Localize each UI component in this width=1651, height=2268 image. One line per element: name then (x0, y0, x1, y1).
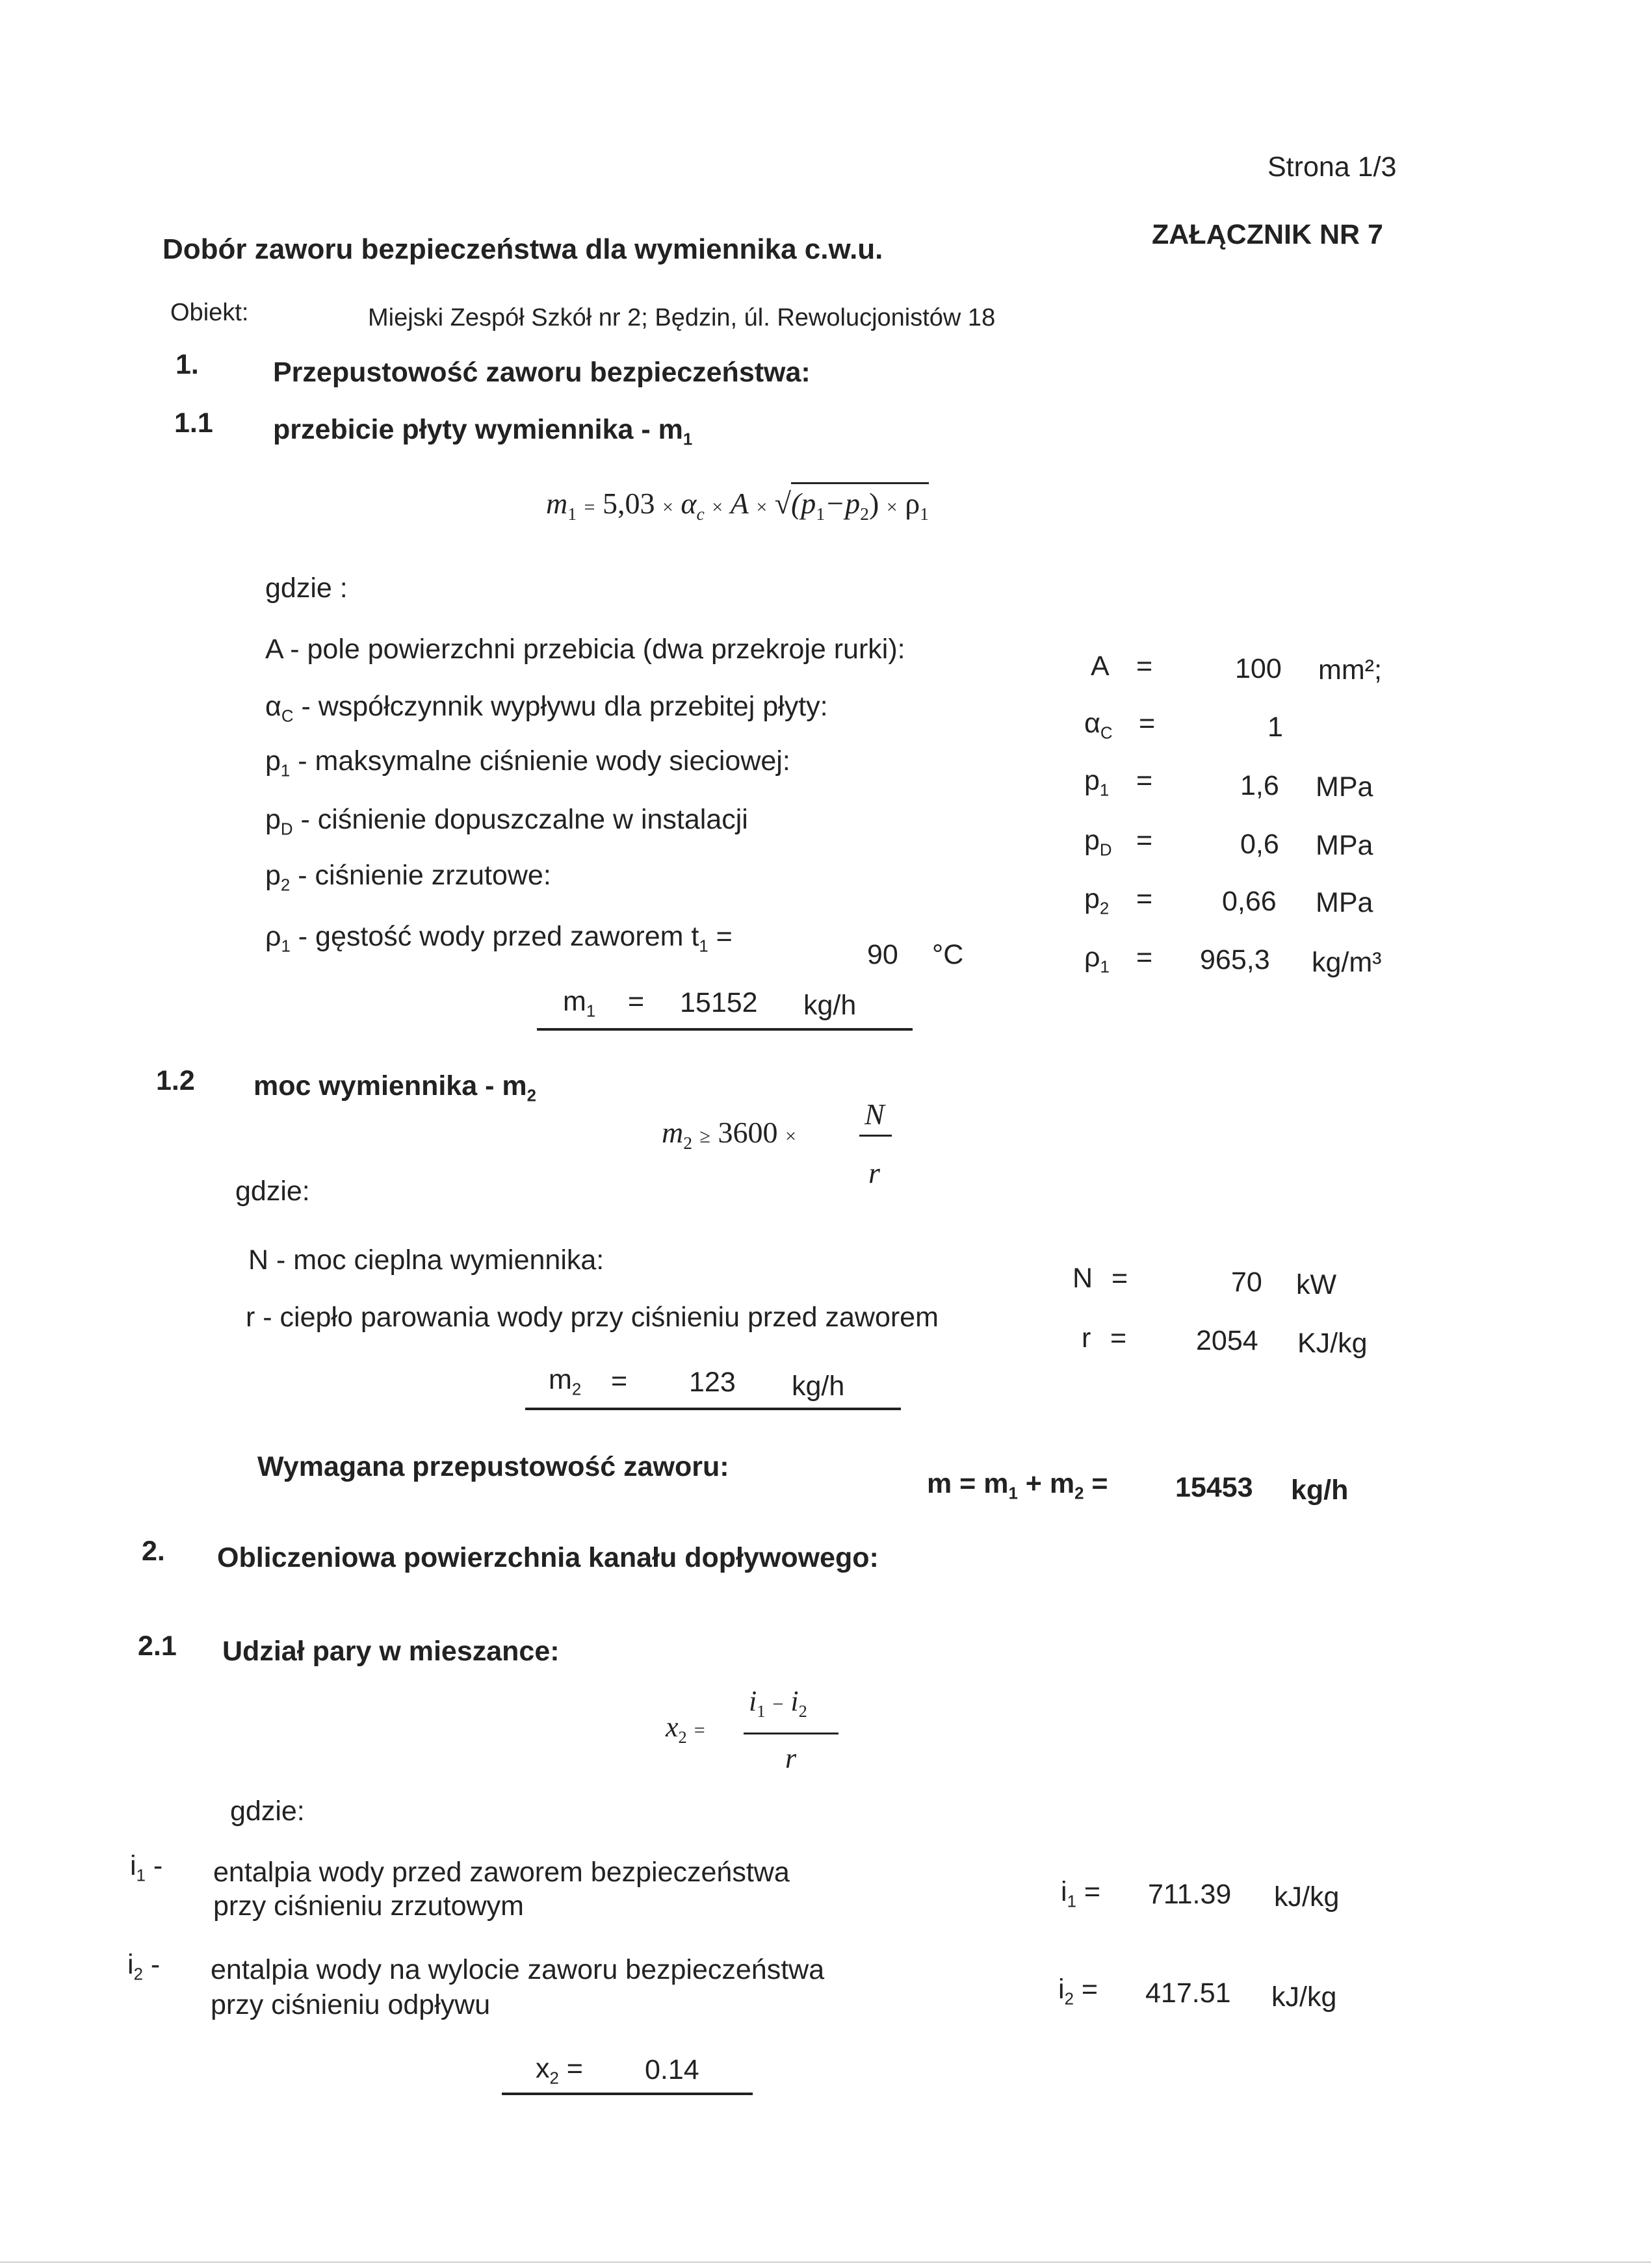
param-eq-p2: = (1136, 883, 1153, 914)
param-sym-p2: $p_2$ (1084, 883, 1110, 918)
where-label-1-1: gdzie : (265, 573, 348, 604)
param-val-A: 100 (1235, 653, 1282, 684)
param-unit-p1: MPa (1316, 771, 1373, 803)
param-unit-rho: kg/m³ (1312, 947, 1382, 978)
page-number: Strona 1/3 (1268, 151, 1397, 183)
result-m1-sym: $m_1$ (563, 986, 596, 1021)
formula-x2-lhs: $x_2$ = (666, 1711, 705, 1747)
param-desc-i1-line1: entalpia wody przed zaworem bezpieczeństwa (213, 1857, 790, 1888)
section-2-number: 2. (142, 1536, 165, 1567)
param-sym-pD: $p_D$ (1084, 825, 1112, 860)
where-label-1-2: gdzie: (235, 1176, 310, 1207)
result-m2-value: 123 (689, 1367, 736, 1398)
param-desc-rho: $\rho_1$ - gęstość wody przed zaworem $t_1$ = (265, 921, 733, 956)
param-unit-pD: MPa (1316, 830, 1373, 861)
result-m1-unit: kg/h (803, 990, 857, 1021)
section-1-title: Przepustowość zaworu bezpieczeństwa: (273, 357, 811, 388)
formula-m2: $m_2 \ge 3600$ × (662, 1116, 796, 1153)
object-label: Obiekt: (170, 299, 249, 326)
param-unit-A: mm²; (1318, 654, 1382, 686)
param-val-rho: 965,3 (1200, 944, 1270, 975)
param-sym-alpha: $\alpha_C$ (1084, 708, 1113, 743)
section-1-number: 1. (176, 349, 199, 380)
section-2-1-number: 2.1 (138, 1630, 177, 1662)
formula-m1: $m_1 = 5,03 \times \alpha_c \times A \times √(p_1-p_2) \times \rho_1$ (546, 489, 929, 523)
attachment-label: ZAŁĄCZNIK NR 7 (1152, 219, 1383, 250)
where-label-2-1: gdzie: (230, 1796, 305, 1827)
param-desc-p2: $p_2$ - ciśnienie zrzutowe: (265, 860, 551, 895)
param-unit-p2: MPa (1316, 887, 1373, 918)
param-sym-i2: $i_2$ = (1058, 1974, 1098, 2009)
param-sym-p1: $p_1$ (1084, 765, 1110, 800)
param-val-i2: 417.51 (1145, 1978, 1231, 2009)
param-label-i2: $i_2$ - (127, 1949, 161, 1984)
param-sym-i1: $i_1$ = (1061, 1876, 1100, 1911)
section-1-1-number: 1.1 (174, 407, 213, 439)
formula-m2-fraction-bar (859, 1135, 892, 1137)
formula-x2-numerator: $i_1 - i_2$ (749, 1685, 807, 1721)
result-m1-eq: = (628, 986, 645, 1017)
param-val-i1: 711.39 (1148, 1879, 1232, 1910)
param-label-i1: $i_1$ - (130, 1850, 163, 1885)
param-eq-pD: = (1136, 825, 1153, 856)
required-throughput-unit: kg/h (1291, 1475, 1349, 1506)
param-eq-p1: = (1136, 765, 1153, 796)
param-temp-val: 90 (867, 939, 898, 970)
param-desc-r: r - ciepło parowania wody przy ciśnieniu przed zaworem (246, 1302, 939, 1333)
param-desc-i2-line2: przy ciśnieniu odpływu (211, 1989, 491, 2020)
param-eq-r: = (1110, 1322, 1127, 1354)
param-unit-N: kW (1296, 1269, 1337, 1300)
param-val-p2: 0,66 (1222, 886, 1277, 917)
param-unit-i1: kJ/kg (1274, 1881, 1340, 1913)
param-eq-alpha: = (1139, 708, 1156, 739)
section-1-1-title: przebicie płyty wymiennika - $m_1$ (273, 414, 693, 449)
result-m2-unit: kg/h (792, 1371, 845, 1402)
param-sym-A: A (1091, 651, 1110, 682)
section-1-2-title: moc wymiennika - $m_2$ (254, 1070, 536, 1105)
result-m2-sym: $m_2$ (549, 1364, 582, 1399)
param-val-pD: 0,6 (1240, 829, 1279, 860)
required-throughput-label: Wymagana przepustowość zaworu: (257, 1451, 729, 1482)
result-x2-underline (502, 2093, 753, 2095)
formula-m2-denominator: r (868, 1156, 880, 1189)
result-m2-underline (525, 1408, 901, 1410)
param-eq-rho: = (1136, 942, 1153, 973)
object-value: Miejski Zespół Szkół nr 2; Będzin, úl. Rewolucjonistów 18 (368, 304, 996, 331)
section-2-title: Obliczeniowa powierzchnia kanału dopływowego: (217, 1542, 879, 1573)
param-eq-N: = (1112, 1263, 1128, 1294)
param-eq-A: = (1136, 651, 1153, 682)
formula-x2-denominator: r (785, 1742, 797, 1774)
param-val-r: 2054 (1196, 1325, 1258, 1356)
param-val-p1: 1,6 (1240, 770, 1279, 801)
section-2-1-title: Udział pary w mieszance: (222, 1636, 560, 1667)
param-unit-i2: kJ/kg (1271, 1981, 1337, 2013)
scan-edge (0, 2262, 1651, 2263)
param-sym-N: N (1072, 1263, 1093, 1294)
param-desc-alpha: $\alpha_C$ - współczynnik wypływu dla przebitej płyty: (265, 691, 828, 726)
document-title: Dobór zaworu bezpieczeństwa dla wymiennika c.w.u. (162, 233, 883, 265)
param-desc-p1: $p_1$ - maksymalne ciśnienie wody sieciowej: (265, 745, 790, 780)
required-throughput-value: 15453 (1175, 1472, 1253, 1503)
formula-x2-fraction-bar (744, 1733, 838, 1734)
result-x2: $x_2$ = (536, 2053, 583, 2088)
param-desc-N: N - moc cieplna wymiennika: (248, 1244, 604, 1276)
required-throughput-formula: $m = m_1 + m_2$ = (927, 1468, 1108, 1503)
result-m2-eq: = (611, 1365, 628, 1397)
param-desc-A: A - pole powierzchni przebicia (dwa przekroje rurki): (265, 634, 905, 665)
result-m1-value: 15152 (680, 987, 758, 1018)
param-val-alpha: 1 (1268, 712, 1283, 743)
param-unit-r: KJ/kg (1297, 1328, 1368, 1359)
formula-m2-numerator: N (864, 1098, 885, 1131)
param-temp-unit: °C (932, 939, 964, 970)
result-m1-underline (537, 1028, 913, 1031)
param-desc-i2-line1: entalpia wody na wylocie zaworu bezpieczeństwa (211, 1954, 825, 1985)
param-sym-rho: $\rho_1$ (1084, 942, 1110, 977)
param-desc-i1-line2: przy ciśnieniu zrzutowym (213, 1890, 524, 1922)
result-x2-value: 0.14 (645, 2054, 699, 2085)
section-1-2-number: 1.2 (156, 1065, 195, 1096)
param-sym-r: r (1082, 1322, 1091, 1354)
param-val-N: 70 (1231, 1267, 1262, 1298)
param-desc-pD: $p_D$ - ciśnienie dopuszczalne w instalacji (265, 804, 748, 839)
